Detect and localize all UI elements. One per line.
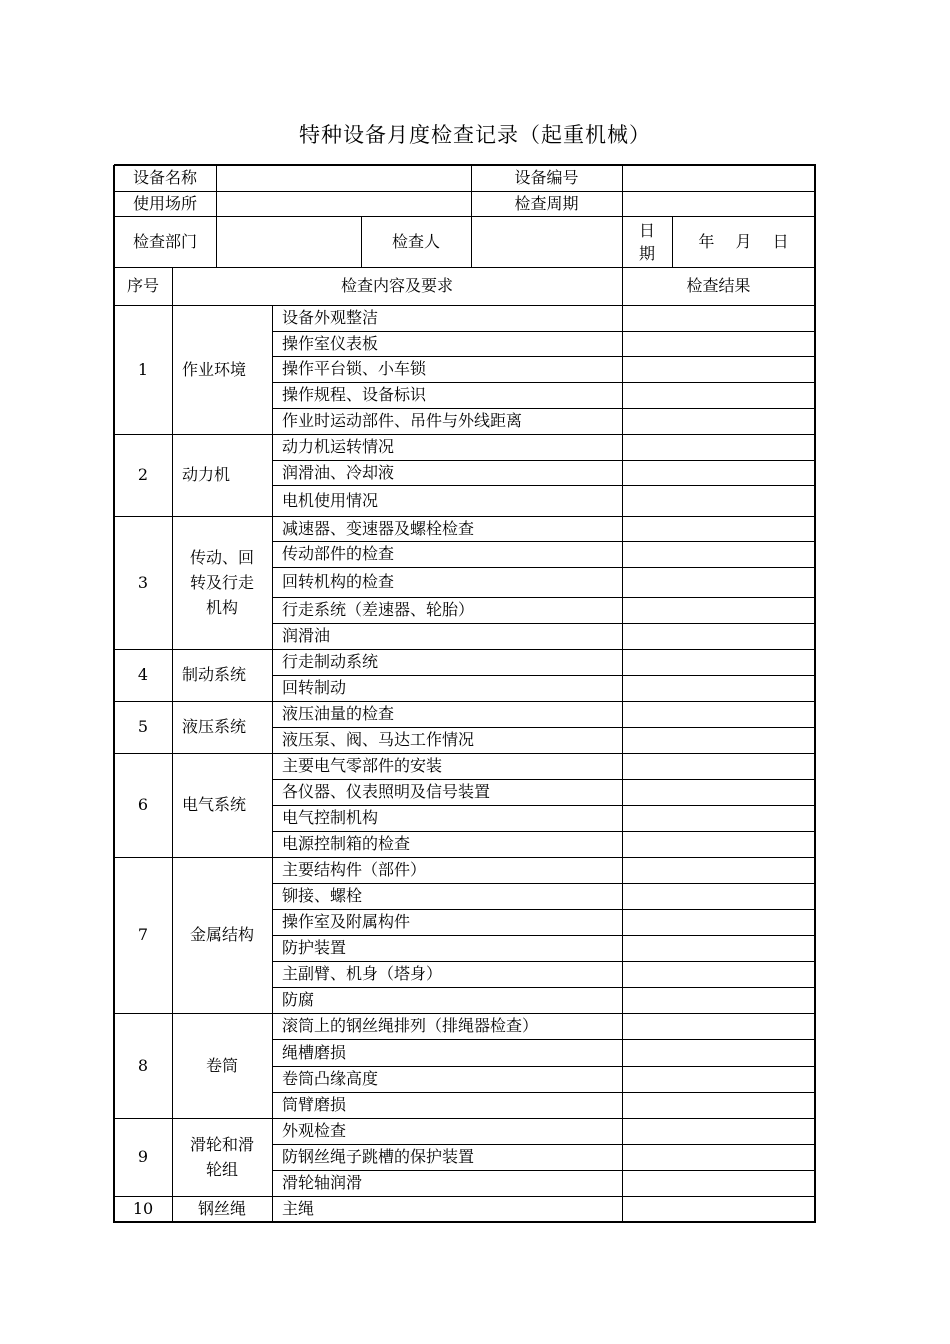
check-item: 主要结构件（部件） (282, 860, 427, 879)
group-no: 5 (137, 717, 149, 736)
check-result (622, 1118, 815, 1144)
check-result (622, 597, 815, 623)
column-header-content: 检查内容及要求 (340, 276, 453, 295)
check-item: 回转制动 (282, 678, 347, 697)
check-result (622, 883, 815, 909)
group-name: 传动、回转及行走机构 (189, 548, 254, 617)
group-no: 7 (137, 925, 149, 944)
check-item: 电机使用情况 (282, 490, 379, 510)
check-item: 主要电气零部件的安装 (282, 756, 443, 775)
check-result (622, 356, 815, 382)
check-result (622, 675, 815, 701)
check-result (622, 649, 815, 675)
check-result (622, 935, 815, 961)
check-item: 防护装置 (282, 938, 347, 957)
inspector-label: 检查人 (391, 231, 440, 251)
check-result (622, 1066, 815, 1092)
check-result (622, 909, 815, 935)
check-item: 各仪器、仪表照明及信号装置 (282, 782, 491, 801)
group-no: 6 (137, 795, 149, 814)
check-item: 防腐 (282, 990, 315, 1009)
check-result (622, 753, 815, 779)
group-no: 8 (137, 1055, 149, 1075)
check-result (622, 1092, 815, 1118)
check-item: 卷筒凸缘高度 (282, 1069, 379, 1088)
check-result (622, 779, 815, 805)
period-value (622, 191, 815, 216)
check-item: 作业时运动部件、吊件与外线距离 (282, 411, 523, 430)
check-item: 滚筒上的钢丝绳排列（排绳器检查） (282, 1016, 539, 1035)
check-result (622, 1013, 815, 1039)
group-name: 卷筒 (205, 1055, 238, 1075)
page-title: 特种设备月度检查记录（起重机械） (299, 123, 651, 147)
table-rule (814, 165, 816, 1223)
check-item: 电气控制机构 (282, 808, 379, 827)
check-item: 电源控制箱的检查 (282, 834, 411, 853)
check-result (622, 701, 815, 727)
location-value (216, 191, 471, 216)
period-label: 检查周期 (514, 193, 579, 213)
check-item: 设备外观整洁 (282, 308, 379, 327)
check-result (622, 408, 815, 434)
inspector-value (471, 216, 622, 267)
check-result (622, 1196, 815, 1222)
device-name-value (216, 165, 471, 191)
check-item: 回转机构的检查 (282, 572, 395, 591)
check-result (622, 567, 815, 597)
check-result (622, 305, 815, 331)
dept-label: 检查部门 (132, 231, 197, 251)
check-result (622, 1170, 815, 1196)
check-result (622, 516, 815, 541)
group-name: 钢丝绳 (197, 1199, 246, 1218)
group-name: 滑轮和滑轮组 (189, 1135, 254, 1179)
check-result (622, 831, 815, 857)
check-item: 行走系统（差速器、轮胎） (282, 600, 475, 619)
group-no: 4 (137, 665, 149, 684)
check-result (622, 961, 815, 987)
check-result (622, 1039, 815, 1066)
check-item: 铆接、螺栓 (282, 886, 363, 905)
group-name: 液压系统 (182, 717, 247, 736)
group-name: 制动系统 (182, 665, 247, 684)
check-item: 操作室仪表板 (282, 333, 379, 353)
check-result (622, 805, 815, 831)
check-item: 操作室及附属构件 (282, 912, 411, 931)
date-value: 年 月 日 (698, 231, 789, 251)
check-result (622, 382, 815, 408)
check-result (622, 857, 815, 883)
check-item: 主副臂、机身（塔身） (282, 964, 443, 983)
check-item: 润滑油 (282, 626, 331, 645)
group-no: 1 (137, 359, 149, 379)
check-item: 操作平台锁、小车锁 (282, 359, 427, 378)
device-no-value (622, 165, 815, 191)
check-item: 传动部件的检查 (282, 544, 395, 563)
check-result (622, 331, 815, 356)
table-rule (113, 165, 115, 1223)
check-item: 防钢丝绳子跳槽的保护装置 (282, 1147, 475, 1166)
date-label: 日期 (639, 220, 656, 263)
check-item: 润滑油、冷却液 (282, 462, 395, 482)
check-item: 筒臂磨损 (282, 1095, 347, 1114)
group-no: 2 (137, 465, 149, 484)
check-result (622, 434, 815, 460)
group-no: 10 (132, 1199, 154, 1218)
check-item: 行走制动系统 (282, 652, 379, 671)
device-no-label: 设备编号 (514, 168, 579, 187)
group-no: 3 (137, 572, 149, 592)
location-label: 使用场所 (132, 193, 197, 213)
check-item: 主绳 (282, 1199, 315, 1218)
check-result (622, 987, 815, 1013)
check-item: 液压泵、阀、马达工作情况 (282, 730, 475, 749)
check-item: 动力机运转情况 (282, 437, 395, 456)
group-no: 9 (137, 1147, 149, 1166)
column-header-no: 序号 (126, 276, 159, 295)
table-rule (114, 1221, 816, 1223)
check-item: 操作规程、设备标识 (282, 385, 427, 404)
check-result (622, 485, 815, 516)
check-result (622, 727, 815, 753)
device-name-label: 设备名称 (132, 168, 197, 187)
check-result (622, 1144, 815, 1170)
group-name: 金属结构 (189, 925, 254, 944)
group-name: 动力机 (182, 465, 231, 484)
dept-value (216, 216, 361, 267)
group-name: 电气系统 (182, 795, 247, 814)
column-header-result: 检查结果 (686, 276, 751, 295)
check-result (622, 623, 815, 649)
check-item: 减速器、变速器及螺栓检查 (282, 518, 475, 538)
group-name: 作业环境 (182, 359, 247, 379)
check-result (622, 460, 815, 485)
check-item: 滑轮轴润滑 (282, 1173, 363, 1192)
check-item: 外观检查 (282, 1121, 347, 1140)
check-item: 绳槽磨损 (282, 1042, 347, 1062)
check-result (622, 541, 815, 567)
check-item: 液压油量的检查 (282, 704, 395, 723)
